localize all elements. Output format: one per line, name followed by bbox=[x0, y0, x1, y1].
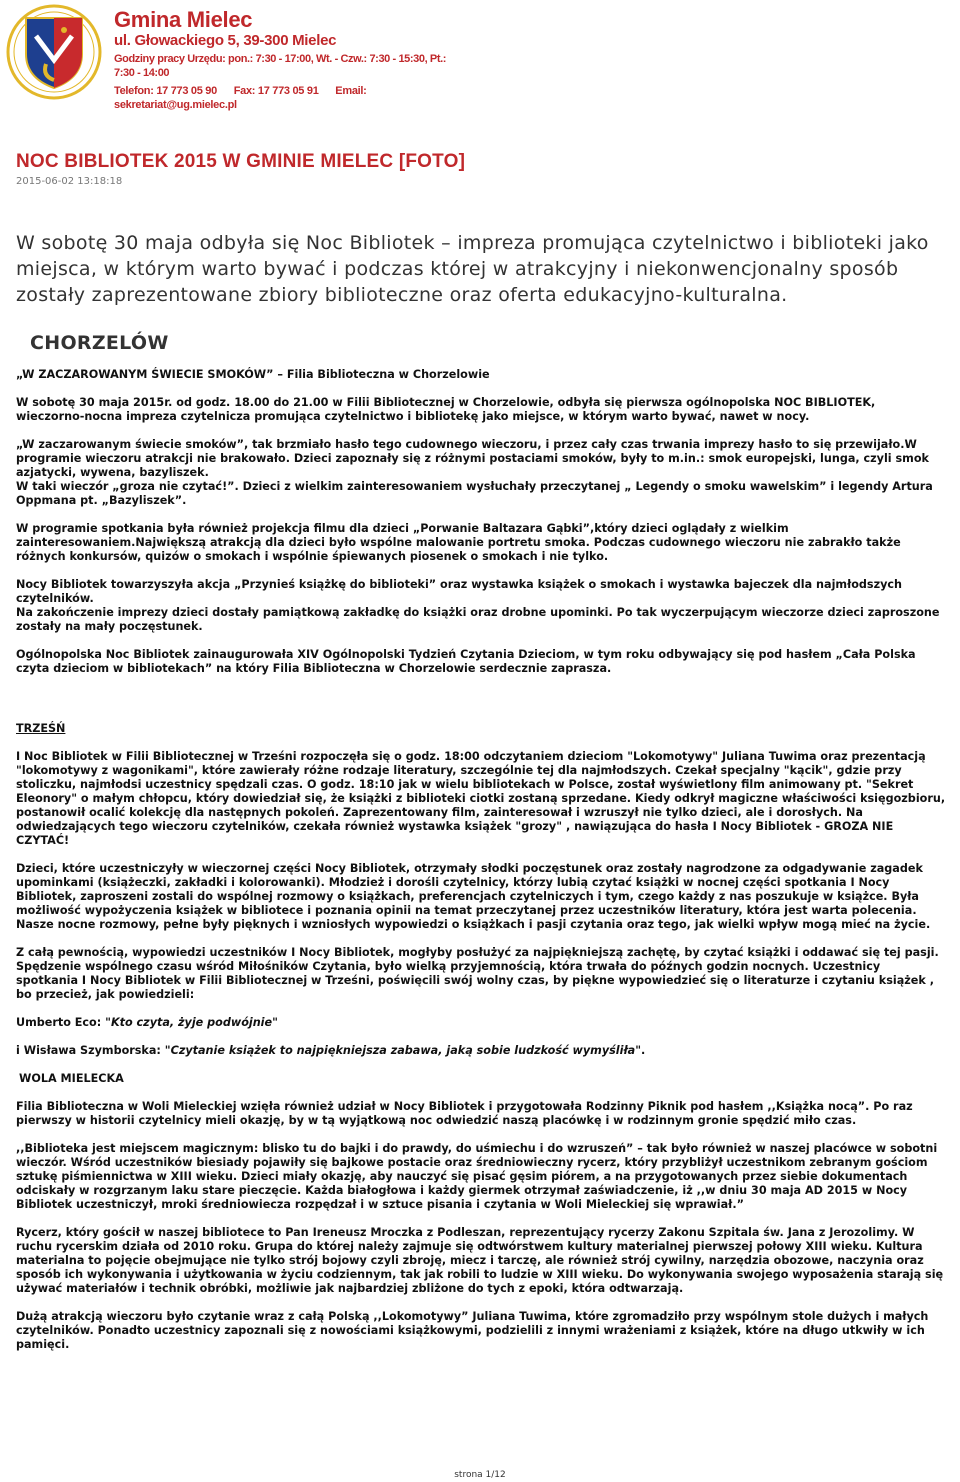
page-number: strona 1/12 bbox=[454, 1470, 506, 1480]
office-hours: Godziny pracy Urzędu: pon.: 7:30 - 17:00, Wt. - Czw.: 7:30 - 15:30, Pt.: 7:30 - 14:00 bbox=[114, 53, 447, 79]
gmina-coat-of-arms-logo bbox=[6, 2, 102, 102]
paragraph: Rycerz, który gościł w naszej bibliotece to Pan Ireneusz Mroczka z Podleszan, reprezentujący rycerzy Zakonu Szpitala św. Jana z Jerozolimy. W ruchu rycerskim działa od 2010 roku. Grupa do której należy zajmuje się odtwórstwem kultury materialnej pierwszej połowy XIII wieku. Kultura materialna to pojęcie obejmujące nie tylko strój bojowy czyli zbroję, miecz i tarczę, ale również strój cywilny, narzędzia obozowe, naczynia oraz sposób ich wykonywania i użytkowania w życiu codziennym, tak jak robili to ludzie w XIII wieku. Do wykonywania swojego wyposażenia starają się używać materiałów i technik obróbki, możliwie jak najbardziej zbliżone do tych z epoki, która odtwarzają. bbox=[16, 1226, 944, 1295]
paragraph: Dzieci, które uczestniczyły w wieczornej części Nocy Bibliotek, otrzymały słodki poczęstunek oraz zostały nagrodzone za odgadywanie zagadek upominkami (książeczki, zakładki i kolorowanki). Młodzież i dorośli czytelnicy, którzy lubią czytać książki w nocnej części spotkania I Nocy Bibliotek, zaproszeni zostali do wspólnej rozmowy o książkach, preferencjach czytelniczych i tym, czego każdy z nas poszukuje w książce. Była możliwość wypożyczenia książek w bibliotece i poznania opinii na temat przeczytanej przez uczestników literatury, która jest warta polecenia. Nasze nocne rozmowy, pełne były pięknych i wzniosłych wypowiedzi o książkach i pasji czytania oraz tego, jak wielki wpływ mogą mieć na życie. bbox=[16, 862, 931, 931]
header-contact-block bbox=[114, 8, 466, 112]
paragraph: W taki wieczór „groza nie czytać!”. Dzieci z wielkim zainteresowaniem wysłuchały przeczytanej „ Legendy o smoku wawelskim” i legendy Artura Oppmana pt. „Bazyliszek”. bbox=[16, 480, 933, 507]
quote-text: Czytanie książek to najpiękniejsza zabawa, jaką sobie ludzkość wymyśliła bbox=[170, 1044, 636, 1057]
gmina-address: ul. Głowackiego 5, 39-300 Mielec bbox=[114, 32, 337, 49]
gmina-name: Gmina Mielec bbox=[114, 7, 253, 32]
article-date: 2015-06-02 13:18:18 bbox=[16, 176, 123, 187]
quote-end: " bbox=[272, 1016, 278, 1029]
phone: Telefon: 17 773 05 90 bbox=[114, 85, 217, 97]
quote-end: ". bbox=[635, 1044, 646, 1057]
section-subtitle: „W ZACZAROWANYM ŚWIECIE SMOKÓW” – Filia Biblioteczna w Chorzelowie bbox=[16, 368, 490, 381]
paragraph: „W zaczarowanym świecie smoków”, tak brzmiało hasło tego cudownego wieczoru, i przez cały czas trwania imprezy hasło to się przewijało.W programie wieczoru atrakcji nie brakowało. Dzieci zapoznały się z różnymi postaciami smoków, były to m.in.: smok europejski, lunga, czyli smok azjatycki, wywena, bazyliszek. bbox=[16, 438, 929, 479]
quote-author: i Wisława Szymborska: " bbox=[16, 1044, 171, 1057]
email: Email: sekretariat@ug.mielec.pl bbox=[114, 85, 367, 111]
paragraph: I Noc Bibliotek w Filii Bibliotecznej w Trześni rozpoczęła się o godz. 18:00 odczytaniem dzieciom "Lokomotywy" Juliana Tuwima oraz prezentacją "lokomotywy z wagonikami", które zawierały różne rodzaje literatury, szczególnie tej dla najmłodszych. Czekał specjalny "kącik", gdzie przy stoliczku, najmłodsi uczestnicy spędzali czas. O godz. 18:10 jak w wielu bibliotekach w Polsce, został wyświetlony film animowany pt. "Sekret Eleonory" o małym chłopcu, który dowiedział się, że książki z biblioteki ciotki zostaną sprzedane. Kiedy odkrył magiczne właściwości księgozbioru, postanowił ocalić kolekcję dla następnych pokoleń. Zaprezentowany film, zainteresował i wzruszył nie tylko dzieci, ale i dorosłych. Na odwiedzających tego wieczoru czytelników, czekała również wystawka książek "grozy" , nawiązująca do hasła I Nocy Bibliotek - GROZA NIE CZYTAĆ! bbox=[16, 750, 946, 847]
quote-eco bbox=[16, 1016, 946, 1030]
fax: Fax: 17 773 05 91 bbox=[233, 85, 319, 97]
paragraph: ,,Biblioteka jest miejscem magicznym: blisko tu do bajki i do prawdy, do uśmiechu i do wzruszeń” – tak było również w naszej placówce w sobotni wieczór. Wśród uczestników biesiady pojawiły się bajkowe postacie oraz średniowieczny rycerz, który przybliżył uczestnikom zebranym gościom sztukę piśmiennictwa w XIII wieku. Dzieci miały okazję, aby nauczyć się pisać gęsim piórem, a na przygotowanych przez siebie dokumentach odciskały w rozgrzanym laku stare pieczęcie. Każda białogłowa i każdy giermek otrzymał zaświadczenie, iż ,,w dniu 30 maja AD 2015 w Nocy Bibliotek uczestniczył, mroki średniowiecza rozpędzał i w sztuce pisania i czytania w Woli Mieleckiej się wprawiał.” bbox=[16, 1142, 938, 1211]
contact-line bbox=[114, 84, 466, 112]
paragraph: Filia Biblioteczna w Woli Mieleckiej wzięła również udział w Nocy Bibliotek i przygotowała Rodzinny Piknik pod hasłem ,,Książka nocą”. Po raz pierwszy w historii czytelnicy mieli okazję, by w tą wyjątkową noc odwiedzić naszą placówkę i w rodzinnym gronie spędzić miło czas. bbox=[16, 1100, 913, 1127]
paragraph: W sobotę 30 maja 2015r. od godz. 18.00 do 21.00 w Filii Bibliotecznej w Chorzelowie, odbyła się pierwsza ogólnopolska NOC BIBLIOTEK, wieczorno-nocna impreza czytelnicza promująca czytelnictwo i bibliotekę jako miejsce, w którym warto bywać, nawet w nocy. bbox=[16, 396, 876, 423]
article-lead: W sobotę 30 maja odbyła się Noc Bibliotek – impreza promująca czytelnictwo i biblioteki jako miejsca, w którym warto bywać i podczas której w atrakcyjny i niekonwencjonalny sposób zostały zaprezentowane zbiory biblioteczne oraz oferta edukacyjno-kulturalna. bbox=[16, 232, 929, 306]
paragraph: Na zakończenie imprezy dzieci dostały pamiątkową zakładkę do książki oraz drobne upominki. Po tak wyczerpującym wieczorze dzieci zaproszone zostały na mały poczęstunek. bbox=[16, 606, 940, 633]
quote-text: Kto czyta, żyje podwójnie bbox=[110, 1016, 273, 1029]
section-title-wola-mielecka: WOLA MIELECKA bbox=[19, 1072, 124, 1085]
paragraph: Nocy Bibliotek towarzyszyła akcja „Przynieś książkę do biblioteki” oraz wystawka książek o smokach i wystawka bajeczek dla najmłodszych czytelników. bbox=[16, 578, 902, 605]
article-title: NOC BIBLIOTEK 2015 W GMINIE MIELEC [FOTO] bbox=[16, 151, 466, 172]
paragraph: Z całą pewnością, wypowiedzi uczestników I Nocy Bibliotek, mogłyby posłużyć za najpiękniejszą zachętę, by czytać książki i oddawać się tej pasji. Spędzenie wspólnego czasu wśród Miłośników Czytania, było wielką przyjemnością, która trwała do późnych godzin nocnych. Uczestnicy spotkania I Nocy Bibliotek w Filii Bibliotecznej w Trześni, poświęcili swój wolny czas, by piękne wypowiedzieć się o literaturze i czytaniu książek , bo przecież, jak powiedzieli: bbox=[16, 946, 939, 1001]
quote-author: Umberto Eco: " bbox=[16, 1016, 111, 1029]
site-header bbox=[6, 2, 466, 111]
section-title-chorzelow: CHORZELÓW bbox=[30, 332, 169, 354]
paragraph: Dużą atrakcją wieczoru było czytanie wraz z całą Polską ,,Lokomotywy” Juliana Tuwima, które zgromadziło przy wspólnym stole dużych i małych czytelników. Ponadto uczestnicy zapoznali się z nowościami książkowymi, podzielili z innymi wrażeniami z książek, które na długo utkwiły w ich pamięci. bbox=[16, 1310, 929, 1351]
paragraph: W programie spotkania była również projekcja filmu dla dzieci „Porwanie Baltazara Gąbki”,który dzieci oglądały z wielkim zainteresowaniem.Największą atrakcją dla dzieci było wspólne malowanie portretu smoka. Podczas cudownego wieczoru nie zabrakło także różnych konkursów, quizów o smokach i wspólnie śpiewanych piosenek o smokach i nie tylko. bbox=[16, 522, 901, 563]
quote-szymborska bbox=[16, 1044, 946, 1058]
article bbox=[16, 150, 946, 1352]
section-title-trzesn: TRZEŚŃ bbox=[16, 722, 66, 735]
paragraph: Ogólnopolska Noc Bibliotek zainaugurowała XIV Ogólnopolski Tydzień Czytania Dzieciom, w tym roku odbywający się pod hasłem „Cała Polska czyta dzieciom w bibliotekach” na który Filia Biblioteczna w Chorzelowie serdecznie zaprasza. bbox=[16, 648, 916, 675]
